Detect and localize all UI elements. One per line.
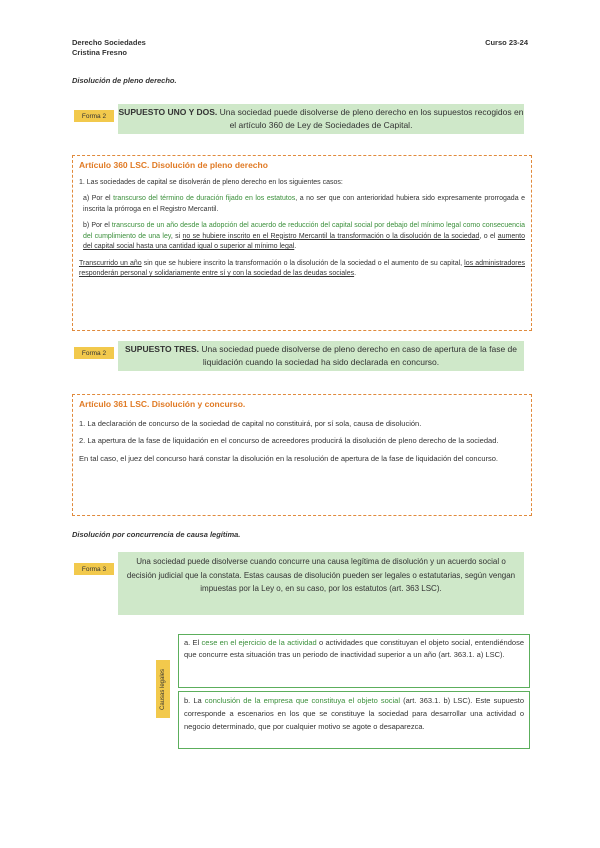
case-b-prefix: b) Por el xyxy=(83,222,112,229)
cause-a-rest: o actividades que constituyan el objeto social, entendiéndose que concurre esta situación tras un periodo de inactividad superior a un año (art. 363.1. a) LSC). xyxy=(184,638,524,659)
article-361-p3: En tal caso, el juez del concurso hará constar la disolución en la resolución de apertura de la fase de liquidación del concurso. xyxy=(79,453,499,463)
header-left xyxy=(72,38,146,58)
cause-b-box xyxy=(178,691,530,749)
cause-b-rest: (art. 363.1. b) LSC). Este supuesto corresponde a escenarios en los que se constituye la sociedad para desarrollar una actividad o negocio determinado, que por cualquier motivo se agote o desaparezca. xyxy=(184,696,525,731)
p2-end: . xyxy=(354,270,357,277)
supuesto-uno-dos-box xyxy=(118,104,524,134)
article-360-case-a xyxy=(79,194,525,215)
case-a-rest: , a no ser que con anterioridad hubiera sido expresamente prorrogada e inscrita la prórroga en el Registro Mercantil. xyxy=(83,195,526,213)
case-a-prefix: a) Por el xyxy=(83,195,114,202)
forma-tag: Forma 3 xyxy=(74,563,114,575)
supuesto-heading: SUPUESTO TRES. xyxy=(124,344,199,354)
cause-b-highlight: conclusión de la empresa que constituya el objeto social xyxy=(204,696,401,705)
article-360-title: Artículo 360 LSC. Disolución de pleno derecho xyxy=(79,160,268,170)
course-year: Curso 23-24 xyxy=(485,38,528,47)
case-b-mid: , si xyxy=(170,232,183,240)
cause-b-prefix: b. La xyxy=(184,696,205,705)
article-360-p2 xyxy=(79,259,525,280)
article-360-box xyxy=(72,155,532,331)
supuesto-tres-box xyxy=(118,341,524,371)
causas-legales-tag: Causas legales xyxy=(156,660,170,718)
section-title-pleno-derecho: Disolución de pleno derecho. xyxy=(72,76,177,85)
cause-b-text xyxy=(184,694,524,733)
case-b-underline-2: aumento del capital social hasta una cantidad igual o superior al mínimo legal xyxy=(83,232,526,250)
causa-legitima-box xyxy=(118,552,524,615)
p2-underline-1: Transcurrido un año xyxy=(79,259,142,267)
case-b-underline-1: no se hubiere inscrito en el Registro Mercantil la transformación o la disolución de la sociedad xyxy=(182,232,480,240)
supuesto-text: Una sociedad puede disolverse de pleno derecho en caso de apertura de la fase de liquidación cuando la sociedad ha sido declarada en concurso. xyxy=(198,344,518,367)
cause-a-text xyxy=(184,637,524,661)
article-360-p1: 1. Las sociedades de capital se disolverán de pleno derecho en los siguientes casos: xyxy=(79,178,343,186)
author-name: Cristina Fresno xyxy=(72,48,128,57)
supuesto-heading: SUPUESTO UNO Y DOS. xyxy=(118,107,218,117)
forma-tag: Forma 2 xyxy=(74,110,114,122)
forma-tag: Forma 2 xyxy=(74,347,114,359)
article-361-p1: 1. La declaración de concurso de la sociedad de capital no constituirá, por sí sola, causa de disolución. xyxy=(79,418,422,428)
cause-a-prefix: a. El xyxy=(184,638,202,647)
section-title-causa-legitima: Disolución por concurrencia de causa legítima. xyxy=(72,530,241,539)
case-b-highlight: transcurso de un año desde la adopción del acuerdo de reducción del capital social por debajo del mínimo legal como consecuencia del cumplimiento de una ley xyxy=(83,222,525,240)
cause-a-box xyxy=(178,634,530,688)
case-a-highlight: transcurso del término de duración fijado en los estatutos xyxy=(113,195,296,202)
p2-rest: sin que se hubiere inscrito la transformación o la disolución de la sociedad o el aumento de su capital, xyxy=(141,259,465,267)
article-360-case-b xyxy=(79,221,525,253)
supuesto-text: Una sociedad puede disolverse de pleno derecho en los supuestos recogidos en el artículo 360 de Ley de Sociedades de Capital. xyxy=(217,107,524,130)
case-b-mid2: , o el xyxy=(479,232,498,240)
causa-legitima-text: Una sociedad puede disolverse cuando concurre una causa legítima de disolución y un acuerdo social o decisión judicial que la constata. Estas causas de disolución pueden ser legales o estatutarias, según vengan impuestas por la Ley o, en su caso, por los estatutos (art. 363 LSC). xyxy=(126,557,516,593)
course-subject: Derecho Sociedades xyxy=(72,38,146,47)
p2-underline-2: los administradores responderán personal y solidariamente entre sí y con la sociedad de las deudas sociales xyxy=(79,259,525,277)
article-361-box xyxy=(72,394,532,516)
cause-a-highlight: cese en el ejercicio de la actividad xyxy=(201,638,317,647)
article-361-p2: 2. La apertura de la fase de liquidación en el concurso de acreedores producirá la disolución de pleno derecho de la sociedad. xyxy=(79,436,499,445)
article-361-title: Artículo 361 LSC. Disolución y concurso. xyxy=(79,399,246,409)
case-b-end: . xyxy=(294,243,297,250)
